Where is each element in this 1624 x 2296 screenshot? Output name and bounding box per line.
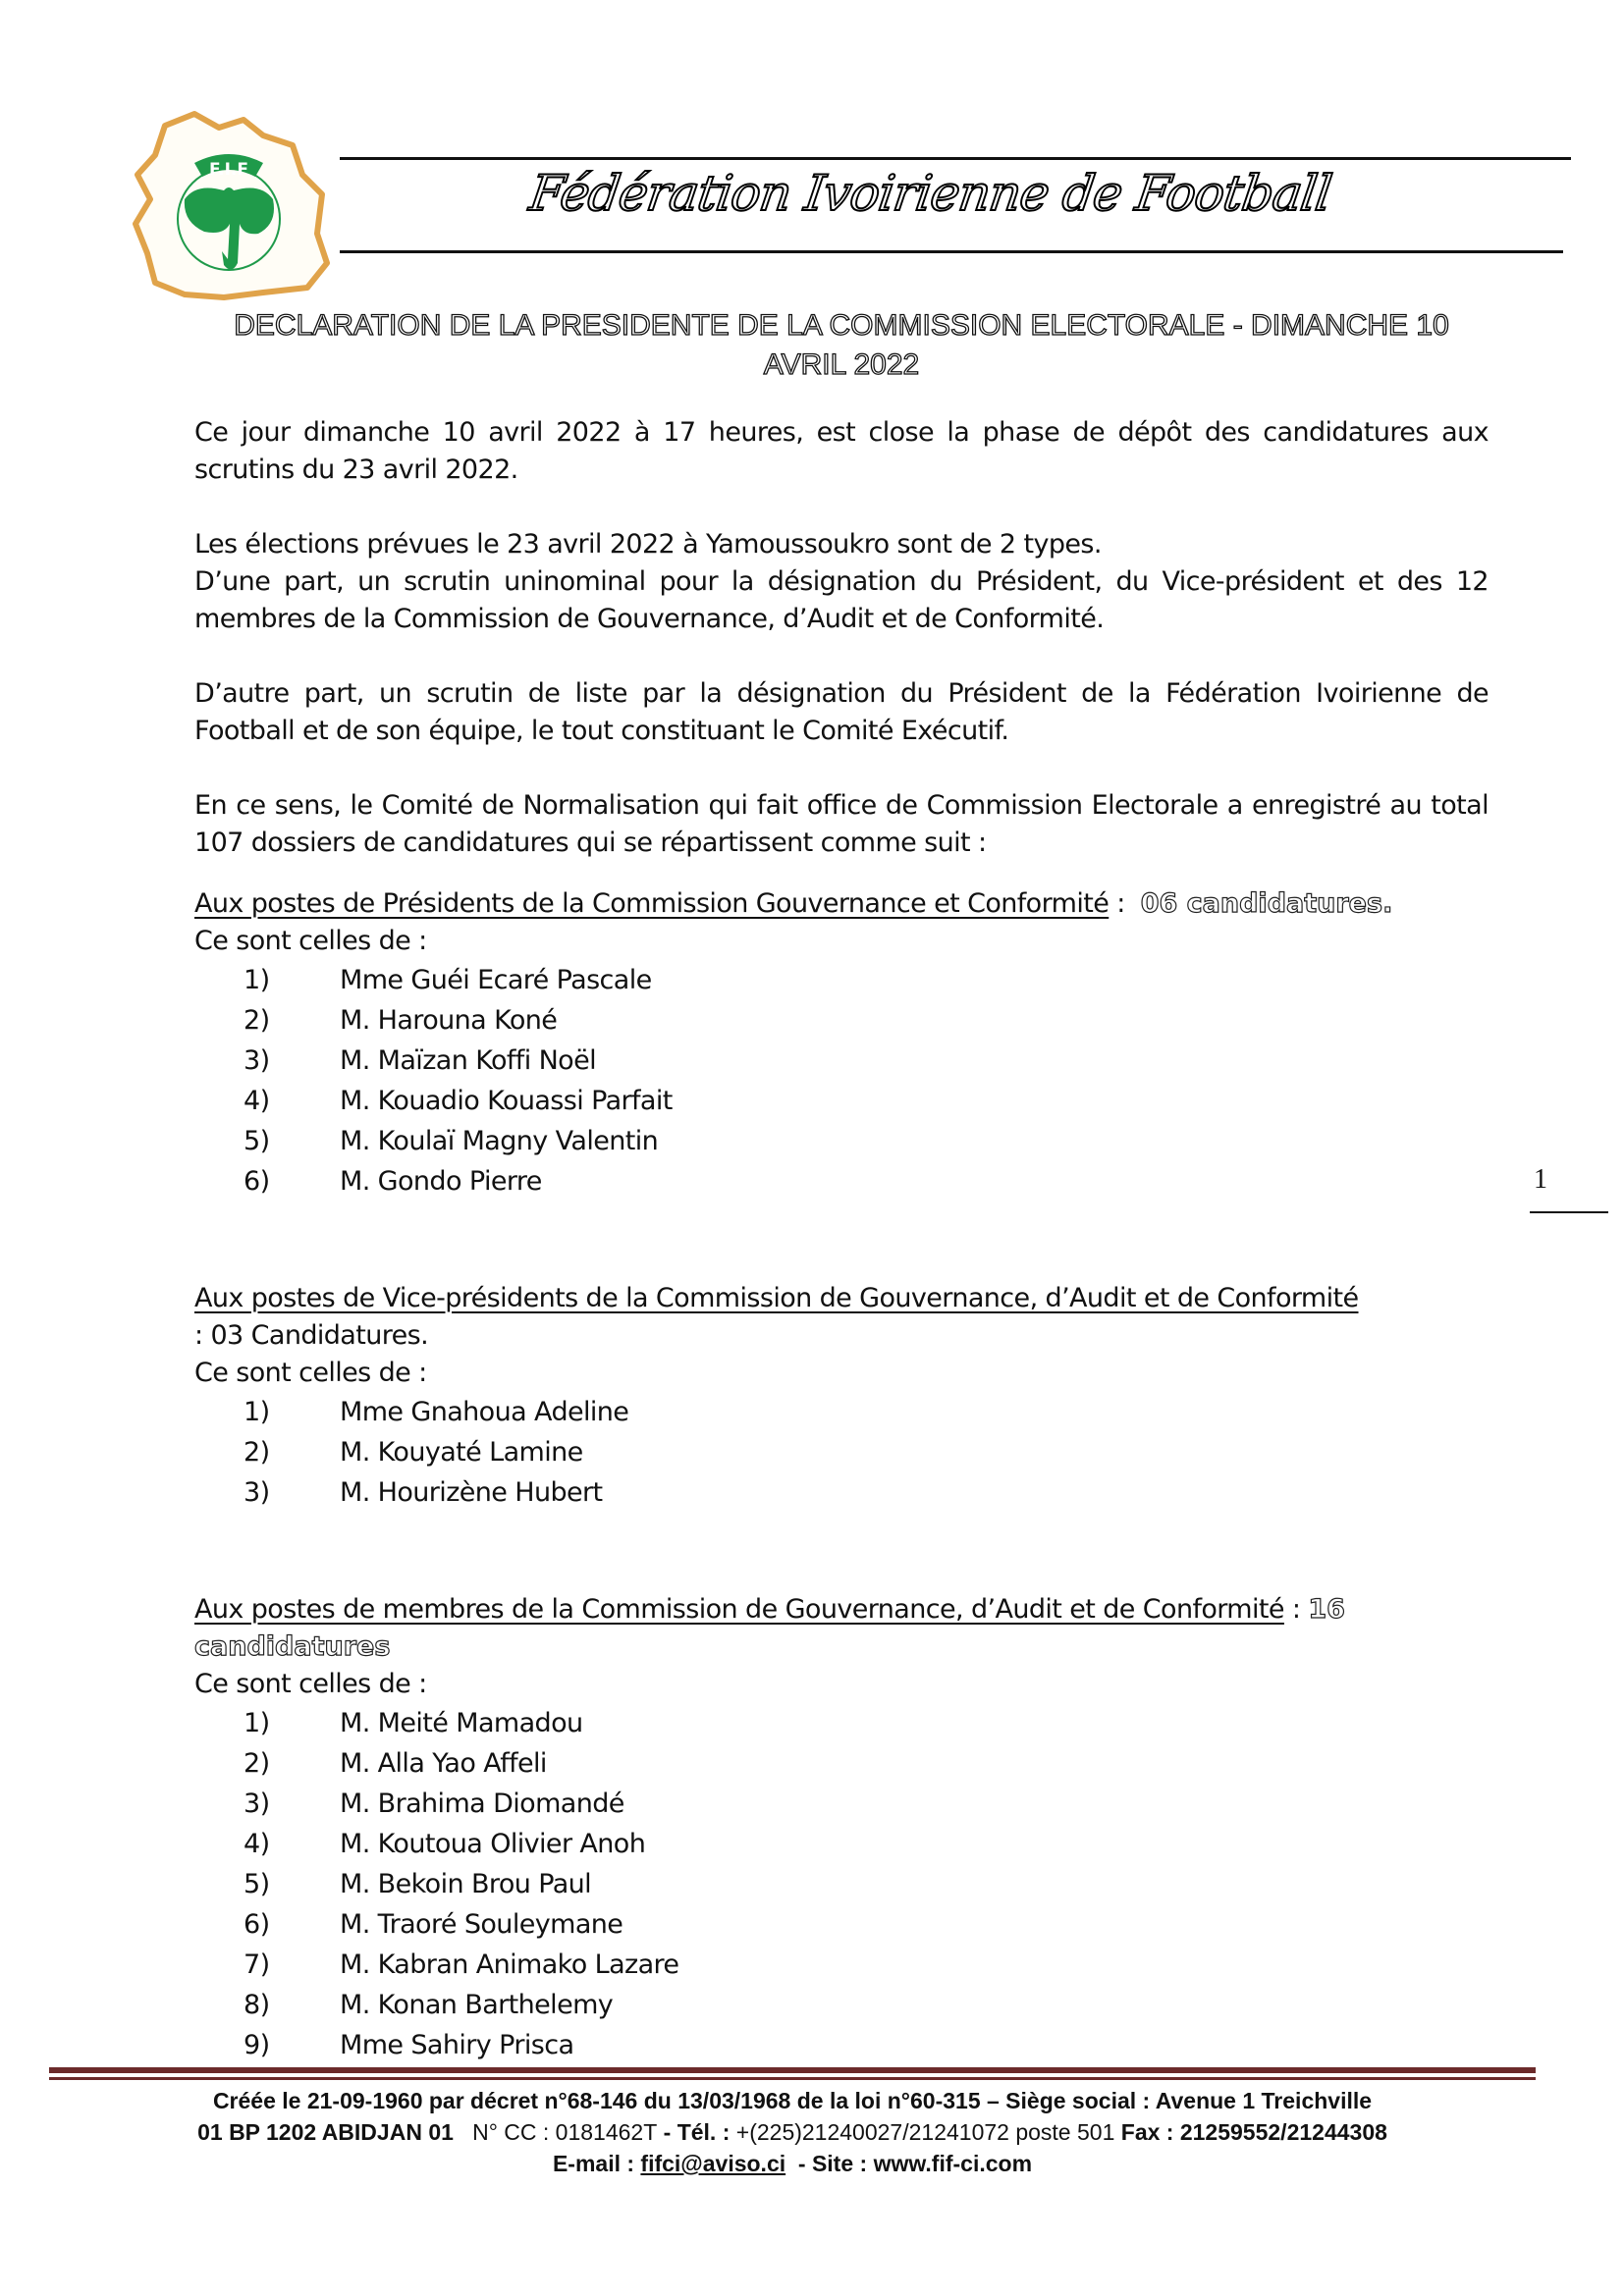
candidature-count: 06 candidatures. <box>1140 888 1393 919</box>
site-link[interactable]: www.fif-ci.com <box>873 2151 1033 2176</box>
list-item: 3) M. Brahima Diomandé <box>194 1784 1489 1824</box>
section-members <box>194 1591 1489 2065</box>
footer-cc: N° CC : 0181462T <box>472 2119 658 2145</box>
candidate-name: M. Bekoin Brou Paul <box>340 1868 592 1899</box>
list-item: 4) M. Koutoua Olivier Anoh <box>194 1824 1489 1864</box>
list-item: 8) M. Konan Barthelemy <box>194 1985 1489 2025</box>
federation-name: Fédération Ivoirienne de Football <box>525 165 1335 222</box>
paragraph-uninominal: D’une part, un scrutin uninominal pour la désignation du Président, du Vice-président et des 12 membres de la Commission de Gouvernance, d’Audit et de Conformité. <box>194 566 1489 634</box>
candidate-name: M. Kabran Animako Lazare <box>340 1949 679 1980</box>
candidate-name: M. Kouyaté Lamine <box>340 1436 583 1468</box>
document-title <box>196 306 1487 385</box>
list-item: 5) M. Koulaï Magny Valentin <box>194 1121 1489 1161</box>
list-item: 6) M. Traoré Souleymane <box>194 1904 1489 1945</box>
candidature-count: : 03 Candidatures. <box>194 1320 429 1351</box>
paragraph-election-types: Les élections prévues le 23 avril 2022 à Yamoussoukro sont de 2 types. <box>194 529 1102 560</box>
footer-fax-label: Fax : <box>1114 2119 1180 2145</box>
list-item: 3) M. Hourizène Hubert <box>194 1472 1489 1513</box>
candidate-name: M. Koutoua Olivier Anoh <box>340 1828 646 1859</box>
footer-line-3 <box>49 2148 1536 2179</box>
footer-line-1: Créée le 21-09-1960 par décret n°68-146 du 13/03/1968 de la loi n°60-315 – Siège social : Avenue 1 Treichville <box>212 2088 1373 2113</box>
footer-email-label: E-mail : <box>552 2151 641 2176</box>
footer-band-thin <box>49 2077 1536 2080</box>
list-item: 2) M. Harouna Koné <box>194 1000 1489 1041</box>
candidate-name: M. Maïzan Koffi Noël <box>340 1044 597 1076</box>
document-body <box>194 414 1489 2065</box>
header-rule-top <box>340 157 1571 160</box>
separator: : <box>1109 888 1141 919</box>
candidate-name: M. Meité Mamadou <box>340 1707 583 1738</box>
footer-bp: 01 BP 1202 ABIDJAN 01 <box>197 2119 454 2145</box>
page-number: 1 <box>1534 1164 1547 1195</box>
section-heading: Aux postes de Présidents de la Commission Gouvernance et Conformité <box>194 888 1110 919</box>
candidate-name: Mme Sahiry Prisca <box>340 2029 574 2060</box>
candidate-name: M. Alla Yao Affeli <box>340 1747 547 1779</box>
title-line-1: DECLARATION DE LA PRESIDENTE DE LA COMMISSION ELECTORALE - DIMANCHE 10 <box>234 309 1449 342</box>
candidate-name: M. Brahima Diomandé <box>340 1788 624 1819</box>
candidate-list <box>194 1392 1489 1513</box>
list-item: 3) M. Maïzan Koffi Noël <box>194 1041 1489 1081</box>
list-item: 1) Mme Guéi Ecaré Pascale <box>194 960 1489 1000</box>
logo-text: F.I.F <box>209 160 248 180</box>
footer <box>49 2085 1536 2179</box>
section-lead: Ce sont celles de : <box>194 926 427 956</box>
separator: : <box>1283 1594 1309 1625</box>
footer-band <box>49 2067 1536 2073</box>
candidate-list <box>194 1703 1489 2065</box>
candidate-name: M. Kouadio Kouassi Parfait <box>340 1085 673 1116</box>
paragraph-list-vote: D’autre part, un scrutin de liste par la désignation du Président de la Fédération Ivoirienne de Football et de son équipe, le tout constituant le Comité Exécutif. <box>194 678 1489 746</box>
elephant-logo-icon <box>126 106 332 302</box>
list-item: 1) Mme Gnahoua Adeline <box>194 1392 1489 1432</box>
title-line-2: AVRIL 2022 <box>763 348 920 381</box>
page-number-rule <box>1530 1211 1608 1213</box>
footer-tel-label: - Tél. : <box>657 2119 736 2145</box>
list-item: 7) M. Kabran Animako Lazare <box>194 1945 1489 1985</box>
list-item: 2) M. Alla Yao Affeli <box>194 1743 1489 1784</box>
candidate-name: M. Gondo Pierre <box>340 1165 542 1197</box>
candidate-name: M. Konan Barthelemy <box>340 1989 614 2020</box>
email-link[interactable]: fifci@aviso.ci <box>640 2151 786 2176</box>
section-presidents <box>194 885 1489 1201</box>
candidate-list <box>194 960 1489 1201</box>
candidate-name: Mme Guéi Ecaré Pascale <box>340 964 652 995</box>
section-vice-presidents <box>194 1280 1489 1513</box>
list-item: 4) M. Kouadio Kouassi Parfait <box>194 1081 1489 1121</box>
list-item: 2) M. Kouyaté Lamine <box>194 1432 1489 1472</box>
list-item: 1) M. Meité Mamadou <box>194 1703 1489 1743</box>
candidate-name: Mme Gnahoua Adeline <box>340 1396 629 1427</box>
candidate-name: M. Koulaï Magny Valentin <box>340 1125 659 1156</box>
section-heading: Aux postes de membres de la Commission de Gouvernance, d’Audit et de Conformité <box>194 1594 1284 1625</box>
section-heading: Aux postes de Vice-présidents de la Commission de Gouvernance, d’Audit et de Conformité <box>194 1283 1359 1313</box>
candidature-count: 16 candidatures <box>194 1594 1345 1662</box>
paragraph-closing: Ce jour dimanche 10 avril 2022 à 17 heures, est close la phase de dépôt des candidatures aux scrutins du 23 avril 2022. <box>194 417 1489 485</box>
list-item: 6) M. Gondo Pierre <box>194 1161 1489 1201</box>
footer-tel: +(225)21240027/21241072 poste 501 <box>735 2119 1115 2145</box>
candidate-name: M. Harouna Koné <box>340 1004 558 1036</box>
footer-fax: 21259552/21244308 <box>1179 2119 1387 2145</box>
candidate-name: M. Traoré Souleymane <box>340 1908 623 1940</box>
footer-site-label: - Site : <box>785 2151 874 2176</box>
section-lead: Ce sont celles de : <box>194 1669 427 1699</box>
fif-logo <box>126 106 332 302</box>
footer-line-2 <box>49 2116 1536 2148</box>
section-lead: Ce sont celles de : <box>194 1358 427 1388</box>
candidate-name: M. Hourizène Hubert <box>340 1476 603 1508</box>
header-rule-bottom <box>340 250 1563 253</box>
list-item: 5) M. Bekoin Brou Paul <box>194 1864 1489 1904</box>
list-item: 9) Mme Sahiry Prisca <box>194 2025 1489 2065</box>
paragraph-total: En ce sens, le Comité de Normalisation qui fait office de Commission Electorale a enregistré au total 107 dossiers de candidatures qui se répartissent comme suit : <box>194 790 1489 858</box>
